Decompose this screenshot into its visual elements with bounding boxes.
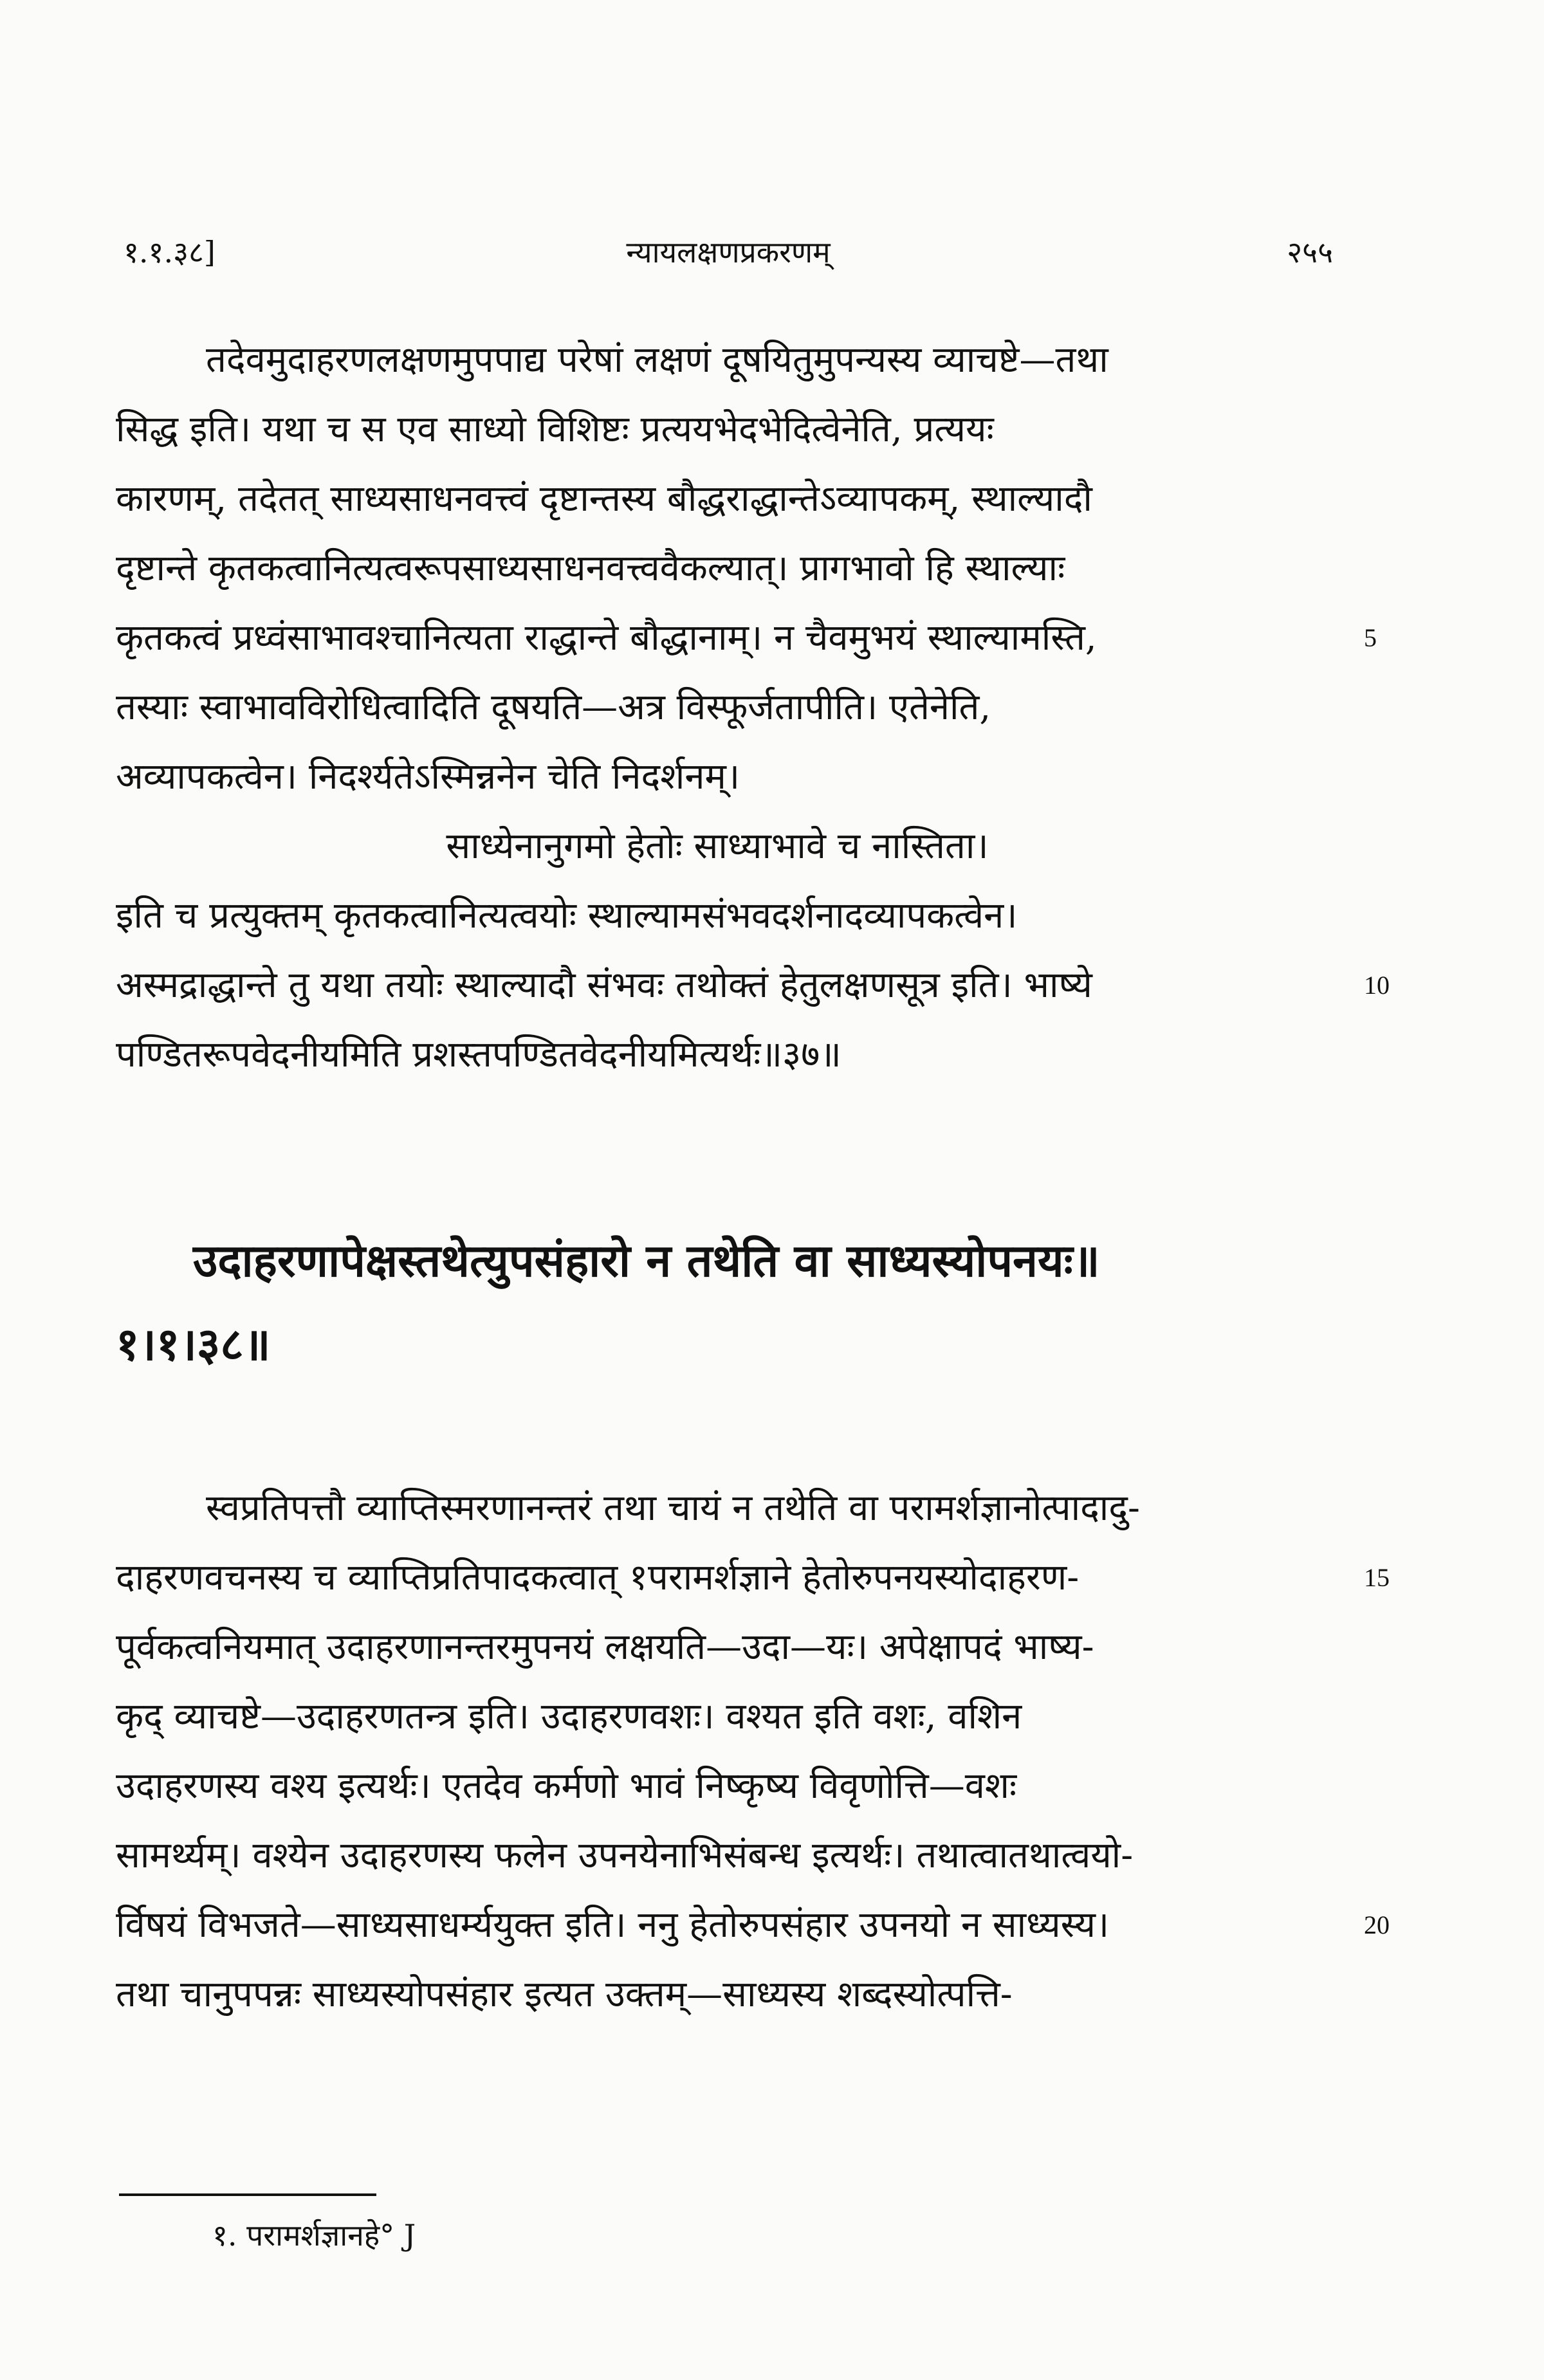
- page-number: २५५: [1287, 235, 1333, 270]
- line-number-20: 20: [1364, 1910, 1390, 1939]
- text-line: स्वप्रतिपत्तौ व्याप्तिस्मरणानन्तरं तथा चायं न तथेति वा परामर्शज्ञानोत्पादादु-: [206, 1487, 1140, 1529]
- text-line: सिद्ध इति। यथा च स एव साध्यो विशिष्टः प्रत्ययभेदभेदित्वेनेति, प्रत्ययः: [116, 408, 994, 450]
- sutra-line: उदाहरणापेक्षस्तथेत्युपसंहारो न तथेति वा साध्यस्योपनयः॥: [193, 1234, 1100, 1287]
- running-header: [124, 232, 1333, 277]
- text-line: पूर्वकत्वनियमात् उदाहरणानन्तरमुपनयं लक्षयति—उदा—यः। अपेक्षापदं भाष्य-: [116, 1626, 1094, 1668]
- text-line: उदाहरणस्य वश्य इत्यर्थः। एतदेव कर्मणो भावं निष्कृष्य विवृणोत्ति—वशः: [116, 1765, 1017, 1807]
- text-line: कारणम्, तदेतत् साध्यसाधनवत्त्वं दृष्टान्तस्य बौद्धराद्धान्तेऽव्यापकम्, स्थाल्यादौ: [116, 478, 1092, 520]
- text-line: दाहरणवचनस्य च व्याप्तिप्रतिपादकत्वात् १परामर्शज्ञाने हेतोरुपनयस्योदाहरण-: [116, 1557, 1080, 1598]
- line-number-5: 5: [1364, 623, 1377, 652]
- text-line: तथा चानुपपन्नः साध्यस्योपसंहार इत्यत उक्तम्—साध्यस्य शब्दस्योत्पत्ति-: [116, 1973, 1013, 2015]
- text-line: तदेवमुदाहरणलक्षणमुपपाद्य परेषां लक्षणं दूषयितुमुपन्यस्य व्याचष्टे—तथा: [206, 339, 1108, 381]
- text-line: सामर्थ्यम्। वश्येन उदाहरणस्य फलेन उपनयेनाभिसंबन्ध इत्यर्थः। तथात्वातथात्वयो-: [116, 1835, 1134, 1876]
- text-line: कृद् व्याचष्टे—उदाहरणतन्त्र इति। उदाहरणवशः। वश्यत इति वशः, वशिन: [116, 1696, 1022, 1737]
- footnote-divider: [119, 2193, 376, 2196]
- text-line: तस्याः स्वाभावविरोधित्वादिति दूषयति—अत्र विस्फूर्जतापीति। एतेनेति,: [116, 686, 991, 728]
- text-line: अव्यापकत्वेन। निदर्श्यतेऽस्मिन्ननेन चेति निदर्शनम्।: [116, 756, 740, 798]
- text-line: र्विषयं विभजते—साध्यसाधर्म्ययुक्त इति। ननु हेतोरुपसंहार उपनयो न साध्यस्य।: [116, 1904, 1110, 1946]
- chapter-title: न्यायलक्षणप्रकरणम्: [626, 235, 831, 270]
- text-line: दृष्टान्ते कृतकत्वानित्यत्वरूपसाध्यसाधनवत्त्ववैकल्यात्। प्रागभावो हि स्थाल्याः: [116, 547, 1065, 589]
- line-number-15: 15: [1364, 1563, 1390, 1592]
- sutra-number: १।१।३८॥: [116, 1317, 271, 1371]
- line-number-10: 10: [1364, 971, 1390, 1000]
- text-line: कृतकत्वं प्रध्वंसाभावश्चानित्यता राद्धान्ते बौद्धानाम्। न चैवमुभयं स्थाल्यामस्ति,: [116, 617, 1097, 659]
- text-line: इति च प्रत्युक्तम् कृतकत्वानित्यत्वयोः स्थाल्यामसंभवदर्शनादव्यापकत्वेन।: [116, 895, 1018, 937]
- text-line: पण्डितरूपवेदनीयमिति प्रशस्तपण्डितवेदनीयमित्यर्थः॥३७॥: [116, 1034, 841, 1076]
- section-number: १.१.३८]: [124, 235, 216, 270]
- footnote: १. परामर्शज्ञानहे° J: [212, 2218, 416, 2253]
- text-line: अस्मद्राद्धान्ते तु यथा तयोः स्थाल्यादौ संभवः तथोक्तं हेतुलक्षणसूत्र इति। भाष्ये: [116, 964, 1092, 1006]
- verse-quote: साध्येनानुगमो हेतोः साध्याभावे च नास्तिता।: [446, 825, 989, 867]
